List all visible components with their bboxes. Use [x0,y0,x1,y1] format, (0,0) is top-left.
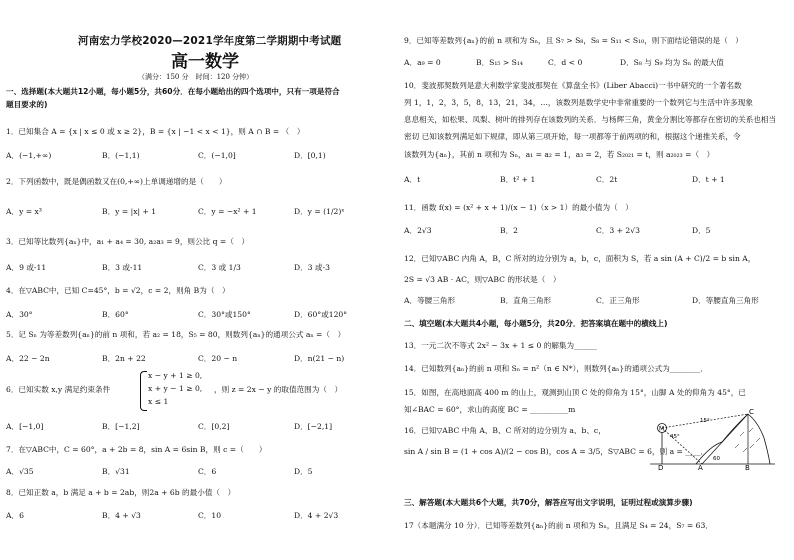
question-10-line-5: 该数列为{aₙ}，其前 n 项和为 Sₙ，a₁ = a₂ = 1，a₃ = 2，若 S₂₀₂₁ = t，则 a₂₀₂₃ =（ ） [404,150,715,159]
angle-label-45: 45° [670,434,680,440]
q11-option-b: B．2 [500,226,519,235]
q6-brace [140,371,147,411]
q3-option-c: C．3 或 1/3 [198,263,241,272]
q11-option-c: C．3 + 2√3 [596,226,640,235]
right-column [404,0,789,560]
q6-option-d: D．[−2,1] [294,422,333,431]
question-9: 9．已知等差数列{aₙ}的前 n 项和为 Sₙ，且 S₇ > S₈，S₈ = S₁₁ < S₁₀，则下面结论错误的是（ ） [404,36,743,45]
q12-option-b: B．直角三角形 [500,296,552,305]
question-10-line-2: 列 1，1，2，3，5，8，13，21，34，…，该数列是数学史中非常重要的一个数列它与生活中许多现象 [404,98,753,107]
q3-option-d: D．3 或-3 [294,263,330,272]
question-3: 3．已知等比数列{aₙ}中，a₁ + a₄ = 30, a₂a₃ = 9，则公比 q =（ ） [6,237,250,246]
angle-label-60: 60 [713,456,720,462]
section-one-heading-line1: 一、选择题(本大题共12小题，每小题5分，共60分．在每小题给出的四个选项中，只有一项是符合 [6,87,340,96]
q6-constraint-1: x − y + 1 ≥ 0, [148,371,203,380]
q2-option-c: C．y = −x² + 1 [198,207,257,216]
q12-option-a: A．等腰三角形 [404,296,456,305]
exam-meta: （满分：150 分 时间：120 分钟） [138,73,254,81]
q10-option-a: A．t [404,175,421,184]
q9-option-c: C．d < 0 [548,58,583,67]
q6-option-c: C．[0,2] [198,422,230,431]
q7-option-b: B．√31 [102,467,130,476]
q6-option-b: B．[−1,2] [102,422,140,431]
q12-option-c: C．正三角形 [596,296,640,305]
q11-option-a: A．2√3 [404,226,432,235]
left-column [6,0,391,560]
q4-option-b: B．60° [102,310,129,319]
q2-option-b: B．y = |x| + 1 [102,207,157,216]
q1-option-c: C．(−1,0] [198,151,236,160]
section-three-heading: 三、解答题(本大题共6个大题，共70分，解答应写出文字说明，证明过程或演算步骤) [404,498,693,507]
question-7: 7．在▽ABC中，C = 60°，a + 2b = 8，sin A = 6sin B，则 c =（ ） [6,445,267,454]
q7-option-d: D．5 [294,467,313,476]
q8-option-b: B．4 + √3 [102,511,141,520]
label-d: D [658,464,664,470]
question-13: 13．一元二次不等式 2x² − 3x + 1 ≤ 0 的解集为______ [404,341,597,350]
question-8: 8．已知正数 a，b 满足 a + b = 2ab，则2a + 6b 的最小值（ ） [6,488,236,497]
question-10-line-3: 息息相关，如松果、凤梨、树叶的排列存在该数列的关系．与杨辉三角，黄金分割比等都存在密切的关系也相当 [404,115,777,124]
question-4: 4．在▽ABC中，已知 C=45°，b = √2，c = 2，则角 B为（ ） [6,286,230,295]
section-one-heading-line2: 题目要求的) [6,100,48,109]
q10-option-c: C．2t [596,175,618,184]
q6-option-a: A．[−1,0] [6,422,44,431]
q5-option-b: B．2n + 22 [102,354,146,363]
q6-constraint-3: x ≤ 1 [148,397,169,406]
q1-option-b: B．(−1,1) [102,151,140,160]
sightline-m-to-a [662,428,702,464]
q3-option-a: A．9 或-11 [6,263,47,272]
q9-option-b: B．S₁₅ > S₁₄ [476,58,523,67]
q8-option-d: D．4 + 2√3 [294,511,339,520]
question-6-tail: ，则 z = 2x − y 的取值范围为（ ） [214,385,343,394]
q5-option-a: A．22 − 2n [6,354,50,363]
q4-option-d: D．60°或120° [294,310,348,319]
q7-option-c: C．6 [198,467,217,476]
exam-title: 河南宏力学校2020—2021学年度第二学期期中考试题 [78,35,342,47]
q1-option-d: D．[0,1) [294,151,326,160]
question-16-line-1: 16．已知▽ABC 中角 A、B、C 所对的边分别为 a、b、c， [404,426,606,435]
question-15-line-2: 知∠BAC = 60°，求山的高度 BC = __________m [404,405,576,414]
question-15-line-1: 15．如图，在高地面高 400 m 的山上，观测到山顶 C 处的仰角为 15°，山脚 A 处的仰角为 45°，已 [404,388,746,397]
question-14: 14．已知数列{aₙ}的前 n 项和 Sₙ = n²（n ∈ N*），则数列{aₙ}的通项公式为________． [404,364,708,373]
mountain-hatching [735,428,760,452]
q4-option-a: A．30° [6,310,33,319]
q2-option-a: A．y = x³ [6,207,42,216]
angle-label-15: 15° [700,418,710,424]
exam-subtitle: 高一数学 [171,52,239,72]
label-m: M [659,425,665,433]
q12-option-d: D．等腰直角三角形 [692,296,759,305]
question-2: 2．下列函数中，既是偶函数又在(0,+∞)上单调递增的是（ ） [6,177,227,186]
question-10-line-4: 密切 已知该数列满足如下规律，即从第三项开始，每一项都等于前两项的和，根据这个递推关系，令 [404,132,741,141]
question-1: 1．已知集合 A = {x | x ≤ 0 或 x ≥ 2}，B = {x | −1 < x < 1}，则 A ∩ B = （ ） [6,127,305,136]
q1-option-a: A．(−1,+∞) [6,151,52,160]
question-12-line-1: 12．已知▽ABC 内角 A，B，C 所对的边分别为 a，b，c，面积为 S，若 a sin (A + C)/2 = b sin A， [404,254,756,263]
mountain-figure [640,408,780,470]
q6-constraint-2: x + y − 1 ≥ 0, [148,384,203,393]
q9-option-a: A．a₉ = 0 [404,58,441,67]
q10-option-b: B．t² + 1 [500,175,536,184]
q3-option-b: B．3 或-11 [102,263,143,272]
q10-option-d: D．t + 1 [692,175,725,184]
question-5: 5．记 Sₙ 为等差数列{aₙ}的前 n 项和，若 a₂ = 18，S₅ = 80，则数列{aₙ}的通项公式 aₙ =（ ） [6,330,346,339]
q5-option-d: D．n(21 − n) [294,354,345,363]
q8-option-a: A．6 [6,511,24,520]
section-two-heading: 二、填空题(本大题共4小题，每小题5分，共20分．把答案填在题中的横线上) [404,319,668,328]
question-6-intro: 6．已知实数 x,y 满足约束条件 [6,385,111,394]
question-12-line-2: 2S = √3 AB · AC，则▽ABC 的形状是（ ） [404,275,561,284]
q9-option-d: D．S₈ 与 S₉ 均为 Sₙ 的最大值 [620,58,724,67]
question-10-line-1: 10．斐波那契数列是意大利数学家斐波那契在《算盘全书》(Liber Abacci)一书中研究的一个著名数 [404,81,742,90]
q7-option-a: A．√35 [6,467,34,476]
question-17: 17（本题满分 10 分）．已知等差数列{aₙ}的前 n 项和为 Sₙ，且满足 S₄ = 24，S₇ = 63． [404,521,713,530]
q8-option-c: C．10 [198,511,222,520]
q2-option-d: D．y = (1/2)ˣ [294,207,345,216]
label-b: B [745,464,750,470]
label-c: C [749,408,754,416]
label-a: A [698,464,703,470]
question-16-line-2: sin A / sin B = (1 + cos A)/(2 − cos B)，cos A = 3/5，S▽ABC = 6，则 a = ____． [404,447,709,456]
q5-option-c: C．20 − n [198,354,238,363]
q11-option-d: D．5 [692,226,711,235]
q4-option-c: C．30°或150° [198,310,251,319]
question-11: 11．函数 f(x) = (x² + x + 1)/(x − 1)（x > 1）的最小值为（ ） [404,203,633,212]
